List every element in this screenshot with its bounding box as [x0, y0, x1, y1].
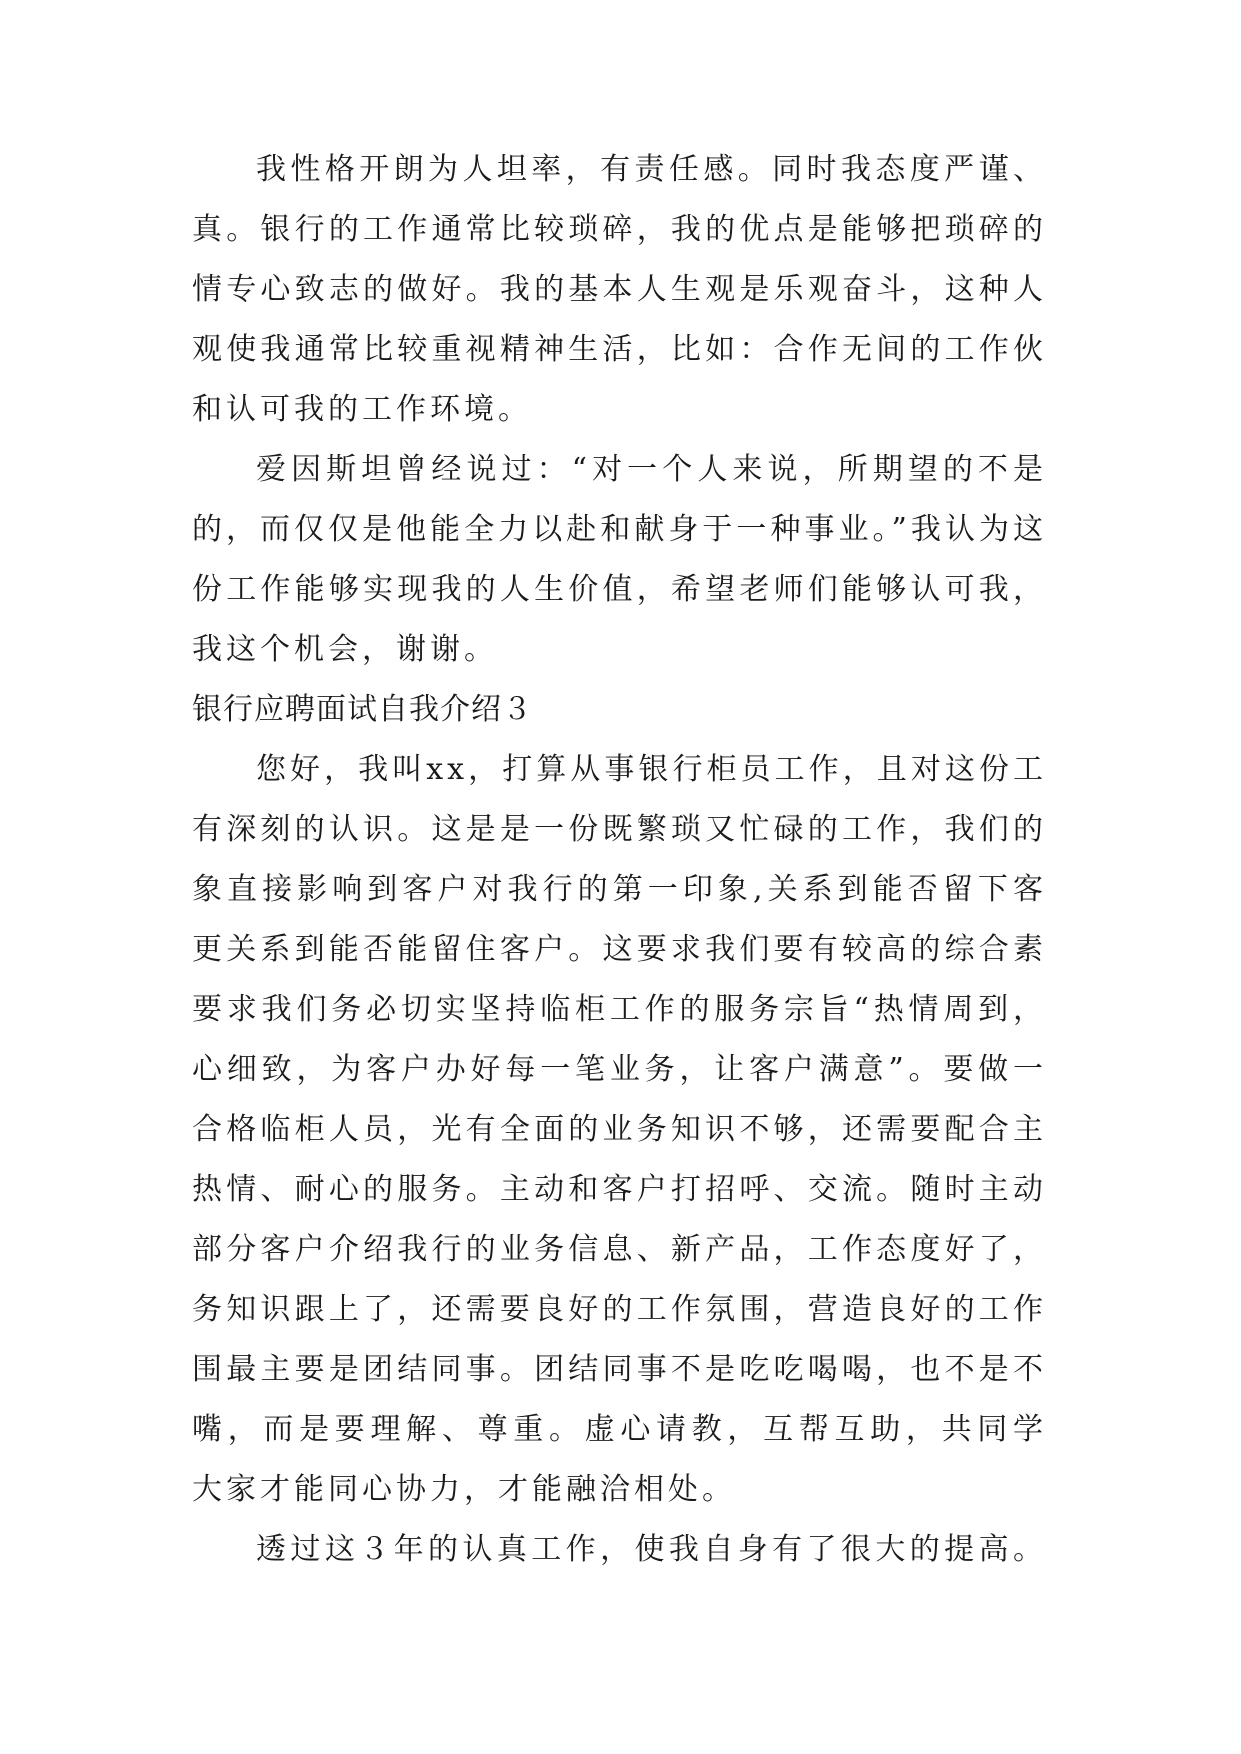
paragraph-line: 心细致，为客户办好每一笔业务，让客户满意”。要做一 — [192, 1052, 1047, 1087]
paragraph-line: 务知识跟上了，还需要良好的工作氛围，营造良好的工作 — [192, 1292, 1047, 1327]
paragraph-line: 我这个机会，谢谢。 — [192, 632, 498, 667]
paragraph-line: 围最主要是团结同事。团结同事不是吃吃喝喝，也不是不 — [192, 1352, 1047, 1387]
paragraph-line: 热情、耐心的服务。主动和客户打招呼、交流。随时主动 — [192, 1172, 1047, 1207]
paragraph-line: 合格临柜人员，光有全面的业务知识不够，还需要配合主 — [192, 1112, 1047, 1147]
paragraph-line: 大家才能同心协力，才能融洽相处。 — [192, 1472, 736, 1507]
paragraph-line: 要求我们务必切实坚持临柜工作的服务宗旨“热情周到， — [192, 992, 1047, 1027]
paragraph-line: 的，而仅仅是他能全力以赴和献身于一种事业。”我认为这 — [192, 512, 1047, 547]
section-heading: 银行应聘面试自我介绍３ — [192, 692, 533, 727]
paragraph-line: 嘴，而是要理解、尊重。虚心请教，互帮互助，共同学 — [192, 1412, 1047, 1447]
paragraph-line: 份工作能够实现我的人生价值，希望老师们能够认可我， — [192, 572, 1047, 607]
paragraph-line: 爱因斯坦曾经说过：“对一个人来说，所期望的不是 — [256, 452, 1047, 487]
paragraph-line: 透过这３年的认真工作，使我自身有了很大的提高。 — [256, 1532, 1047, 1567]
paragraph-line: 和认可我的工作环境。 — [192, 392, 532, 427]
paragraph-line: 象直接影响到客户对我行的第一印象,关系到能否留下客 — [192, 872, 1047, 907]
paragraph-line: 情专心致志的做好。我的基本人生观是乐观奋斗，这种人 — [192, 272, 1047, 307]
paragraph-line: 我性格开朗为人坦率，有责任感。同时我态度严谨、 — [256, 152, 1047, 187]
paragraph-line: 真。银行的工作通常比较琐碎，我的优点是能够把琐碎的 — [192, 212, 1047, 247]
paragraph-line: 更关系到能否能留住客户。这要求我们要有较高的综合素 — [192, 932, 1047, 967]
paragraph-line: 观使我通常比较重视精神生活，比如：合作无间的工作伙 — [192, 332, 1047, 367]
paragraph-line: 您好，我叫xx，打算从事银行柜员工作，且对这份工 — [256, 752, 1047, 787]
paragraph-line: 有深刻的认识。这是是一份既繁琐又忙碌的工作，我们的 — [192, 812, 1047, 847]
paragraph-line: 部分客户介绍我行的业务信息、新产品，工作态度好了， — [192, 1232, 1047, 1267]
